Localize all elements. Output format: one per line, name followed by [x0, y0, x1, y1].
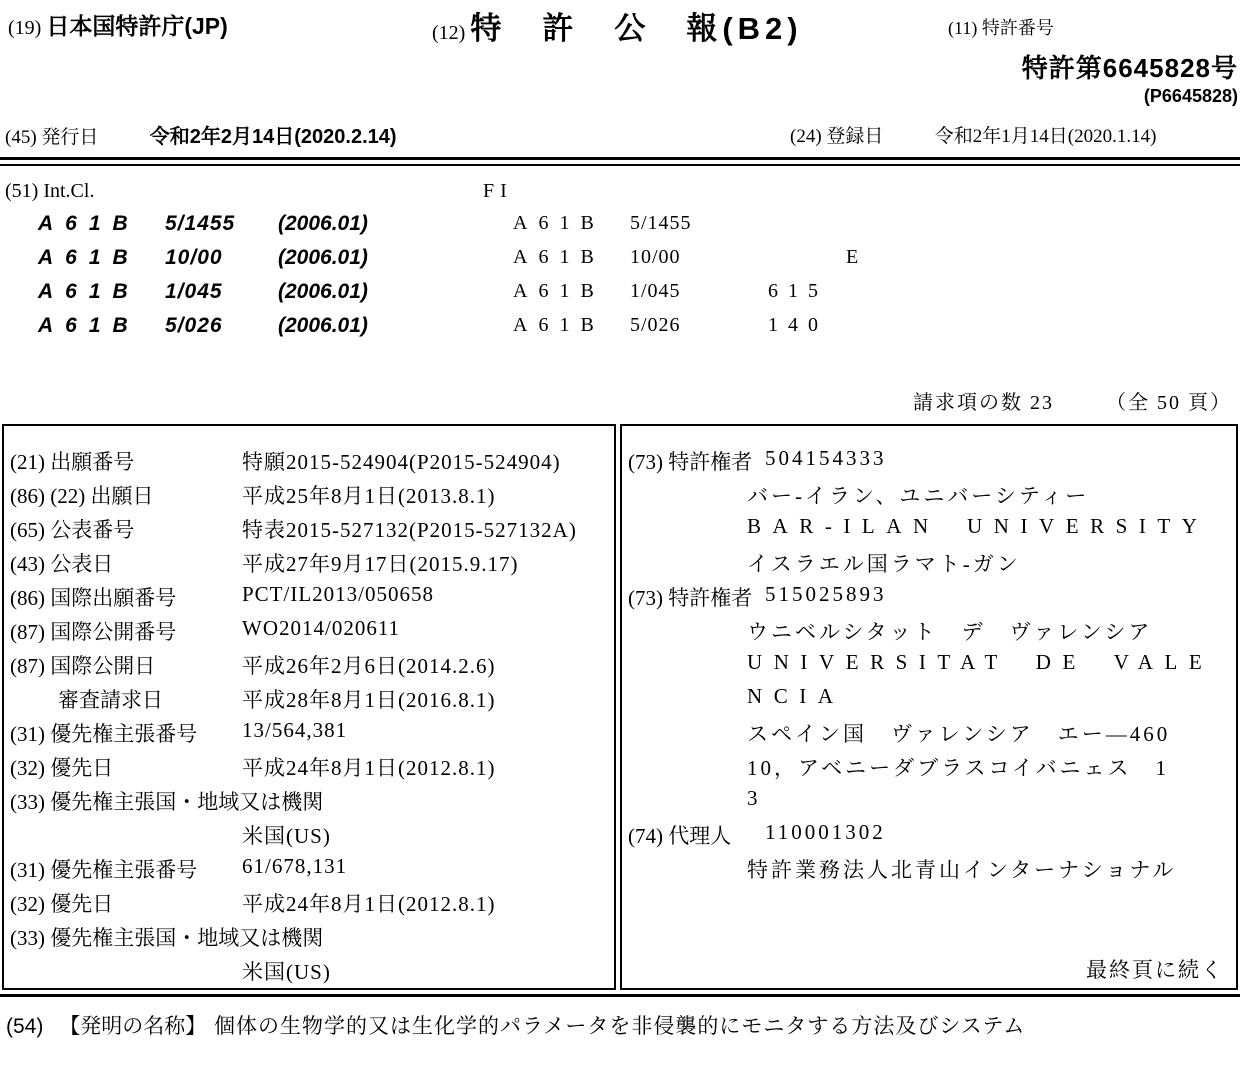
field-label: (32) 優先日: [10, 756, 114, 780]
field-label: (74) 代理人: [628, 824, 732, 848]
rights-row: [628, 582, 887, 612]
application-row: [10, 582, 435, 612]
fi-code: 140: [768, 314, 828, 336]
field-value: WO2014/020611: [242, 616, 401, 640]
claims-count: 請求項の数 23: [913, 392, 1054, 414]
publishing-office: [8, 8, 228, 41]
total-pages: （全 50 頁）: [1106, 392, 1232, 414]
application-row: [10, 446, 561, 476]
intcl-row: [38, 314, 368, 338]
ipc-class: A61B: [38, 246, 140, 269]
ipc-subclass: 1/045: [165, 280, 223, 303]
field-label: (86) (22) 出願日: [10, 484, 154, 508]
application-row: [10, 752, 496, 782]
issue-date-row: [5, 120, 397, 149]
intcl-row: [38, 246, 368, 270]
registration-date-value: 令和2年1月14日(2020.1.14): [934, 126, 1157, 147]
field-value: 504154333: [765, 446, 887, 470]
field-value: 515025893: [765, 582, 887, 606]
fi-heading: FI: [483, 180, 513, 202]
application-row: [10, 514, 577, 544]
field-value: 米国(US): [242, 824, 331, 848]
claims-count-row: [913, 386, 1232, 415]
ipc-subclass: 10/00: [165, 246, 223, 269]
patentee-name-latin: NCIA: [747, 684, 845, 708]
application-row: [10, 650, 496, 680]
intcl-row: [38, 212, 368, 236]
rights-row: [628, 446, 887, 476]
field-label: (86) 国際出願番号: [10, 586, 177, 610]
patent-number-paren: (P6645828): [1143, 86, 1238, 106]
field-value: 平成26年2月6日(2014.2.6): [242, 654, 496, 678]
field-label: (87) 国際公開日: [10, 654, 156, 678]
patent-number-label-row: [948, 14, 1054, 40]
patentee-name-kana: ウニベルシタット デ ヴァレンシア: [747, 620, 1153, 644]
fi-row: [513, 280, 828, 303]
patent-number-label: 特許番号: [981, 18, 1054, 38]
application-row: [10, 616, 401, 646]
patentee-address: 10，アベニーダブラスコイバニェス 1: [747, 756, 1169, 780]
document-kind-title: 特 許 公 報(B2): [470, 11, 803, 46]
application-row: [10, 718, 348, 748]
application-row: [10, 480, 496, 510]
fi-code: E: [846, 246, 869, 268]
patent-holders-box: [620, 424, 1238, 990]
issue-date-value: 令和2年2月14日(2020.2.14): [149, 126, 397, 148]
field-label: (73) 特許権者: [628, 586, 753, 610]
ipc-class: A61B: [38, 280, 140, 303]
fi-class: A61B: [513, 246, 605, 268]
double-rule-top: [0, 157, 1240, 166]
field-value: 平成24年8月1日(2012.8.1): [242, 756, 496, 780]
document-kind: [432, 3, 803, 48]
registration-date-row: [790, 121, 1156, 148]
fi-row: [513, 246, 868, 269]
fi-class: A61B: [513, 314, 605, 336]
field-value: 平成25年8月1日(2013.8.1): [242, 484, 496, 508]
intcl-label: Int.Cl.: [43, 180, 95, 202]
fi-row: [513, 212, 768, 235]
field-value: 13/564,381: [242, 718, 348, 742]
field-value: PCT/IL2013/050658: [242, 582, 435, 606]
inid-code-11: (11): [948, 18, 978, 38]
field-value: 110001302: [765, 820, 886, 844]
inid-code-54: (54): [6, 1015, 44, 1038]
field-value: 特表2015-527132(P2015-527132A): [242, 518, 577, 542]
fi-subclass: 5/026: [630, 314, 681, 336]
field-label: (73) 特許権者: [628, 450, 753, 474]
rule-bottom: [0, 994, 1240, 997]
ipc-class: A61B: [38, 314, 140, 337]
field-label: (31) 優先権主張番号: [10, 722, 198, 746]
inid-code-19: (19): [8, 17, 42, 39]
application-info-box: [2, 424, 616, 990]
field-label: (33) 優先権主張国・地域又は機関: [10, 926, 324, 950]
inid-code-12: (12): [432, 22, 466, 44]
invention-title-text: 個体の生物学的又は生化学的パラメータを非侵襲的にモニタする方法及びシステム: [214, 1015, 1026, 1038]
field-label: (65) 公表番号: [10, 518, 135, 542]
issue-date-label: (45) 発行日: [5, 127, 99, 148]
continued-note: 最終頁に続く: [1086, 958, 1224, 982]
ipc-version: (2006.01): [278, 280, 368, 303]
patent-number: 特許第6645828号: [1021, 53, 1238, 83]
field-label: (31) 優先権主張番号: [10, 858, 198, 882]
ipc-version: (2006.01): [278, 246, 368, 269]
fi-row: [513, 314, 828, 337]
field-label: (32) 優先日: [10, 892, 114, 916]
registration-date-label: (24) 登録日: [790, 126, 884, 147]
patentee-name-latin: UNIVERSITAT DE VALE: [747, 650, 1214, 674]
field-value: 平成28年8月1日(2016.8.1): [242, 688, 496, 712]
patentee-name-kana: バー-イラン、ユニバーシティー: [747, 484, 1090, 508]
field-label: (21) 出願番号: [10, 450, 135, 474]
fi-subclass: 10/00: [630, 246, 681, 268]
ipc-version: (2006.01): [278, 314, 368, 337]
agent-name: 特許業務法人北青山インターナショナル: [747, 858, 1177, 882]
ipc-subclass: 5/1455: [165, 212, 236, 235]
patentee-address: 3: [747, 786, 761, 810]
patentee-name-latin: BAR-ILAN UNIVERSITY: [747, 514, 1209, 538]
field-label: 審査請求日: [58, 688, 163, 712]
field-value: 61/678,131: [242, 854, 348, 878]
inid-code-51: (51): [5, 180, 39, 202]
rights-row: [628, 820, 886, 850]
field-value: 平成27年9月17日(2015.9.17): [242, 552, 519, 576]
application-row: [10, 888, 496, 918]
ipc-subclass: 5/026: [165, 314, 223, 337]
office-name: 日本国特許庁(JP): [46, 13, 228, 39]
fi-class: A61B: [513, 280, 605, 302]
intcl-heading: [5, 180, 94, 203]
fi-subclass: 1/045: [630, 280, 681, 302]
intcl-row: [38, 280, 368, 304]
field-value: 米国(US): [242, 960, 331, 984]
application-row: [10, 684, 496, 714]
ipc-version: (2006.01): [278, 212, 368, 235]
application-row: [10, 922, 323, 952]
field-value: 特願2015-524904(P2015-524904): [242, 450, 561, 474]
fi-subclass: 5/1455: [630, 212, 692, 234]
application-row: [10, 548, 519, 578]
patentee-address: イスラエル国ラマト-ガン: [747, 552, 1021, 576]
application-row: [10, 854, 348, 884]
field-value: 平成24年8月1日(2012.8.1): [242, 892, 496, 916]
invention-title-row: [6, 1010, 1025, 1040]
ipc-class: A61B: [38, 212, 140, 235]
invention-title-label: 【発明の名称】: [59, 1015, 207, 1038]
field-label: (87) 国際公開番号: [10, 620, 177, 644]
patentee-address: スペイン国 ヴァレンシア エー—460: [747, 722, 1171, 746]
field-label: (33) 優先権主張国・地域又は機関: [10, 790, 324, 814]
fi-code: 615: [768, 280, 828, 302]
application-row: [10, 786, 323, 816]
fi-class: A61B: [513, 212, 605, 234]
field-label: (43) 公表日: [10, 552, 114, 576]
